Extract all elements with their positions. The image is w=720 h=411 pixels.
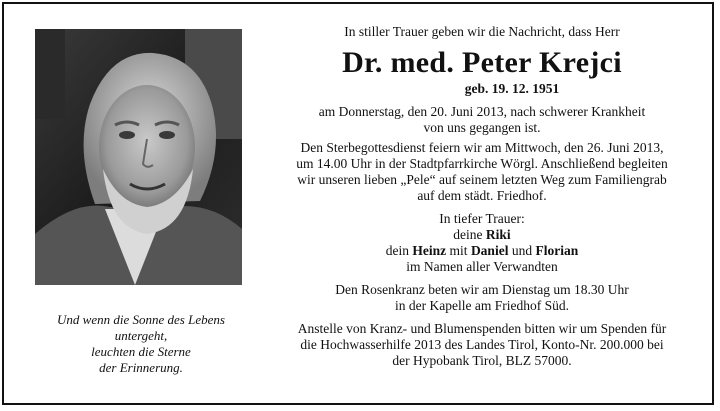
service-line: um 14.00 Uhr in der Stadtpfarrkirche Wörgl. Anschließend begleiten bbox=[296, 156, 668, 171]
service-line: wir unseren lieben „Pele“ auf seinem letzten Weg zum Familiengrab bbox=[297, 172, 667, 187]
death-line: am Donnerstag, den 20. Juni 2013, nach schwerer Krankheit bbox=[318, 104, 646, 119]
mourners-heading: In tiefer Trauer: bbox=[439, 211, 525, 226]
rosary-line: in der Kapelle am Friedhof Süd. bbox=[395, 298, 569, 313]
motto-quote bbox=[26, 312, 256, 376]
motto-line: der Erinnerung. bbox=[99, 360, 183, 375]
deceased-name: Dr. med. Peter Krejci bbox=[342, 46, 622, 79]
rosary-info bbox=[262, 282, 702, 314]
service-line: auf dem städt. Friedhof. bbox=[417, 188, 547, 203]
death-line: von uns gegangen ist. bbox=[423, 120, 541, 135]
mourner-relatives: im Namen aller Verwandten bbox=[406, 259, 558, 274]
birth-date: geb. 19. 12. 1951 bbox=[464, 81, 560, 96]
portrait-photo bbox=[35, 29, 242, 285]
intro-text: In stiller Trauer geben wir die Nachricht, dass Herr bbox=[344, 24, 620, 39]
service-line: Den Sterbegottesdienst feiern wir am Mittwoch, den 26. Juni 2013, bbox=[300, 140, 664, 155]
rosary-line: Den Rosenkranz beten wir am Dienstag um 18.30 Uhr bbox=[335, 282, 629, 297]
motto-line: untergeht, bbox=[114, 328, 168, 343]
mourner-family: dein Heinz mit Daniel und Florian bbox=[385, 243, 579, 258]
obituary-notice bbox=[2, 2, 714, 405]
death-announcement bbox=[262, 104, 702, 136]
donation-request bbox=[262, 321, 702, 369]
motto-line: leuchten die Sterne bbox=[91, 344, 191, 359]
donation-line: der Hypobank Tirol, BLZ 57000. bbox=[392, 353, 572, 368]
funeral-service bbox=[262, 140, 702, 204]
motto-line: Und wenn die Sonne des Lebens bbox=[57, 312, 225, 327]
mourners-list bbox=[262, 211, 702, 275]
donation-line: die Hochwasserhilfe 2013 des Landes Tirol, Konto-Nr. 200.000 bei bbox=[300, 337, 664, 352]
mourner-wife: deine Riki bbox=[453, 227, 511, 242]
donation-line: Anstelle von Kranz- und Blumenspenden bitten wir um Spenden für bbox=[297, 321, 667, 336]
notice-text bbox=[262, 22, 702, 369]
